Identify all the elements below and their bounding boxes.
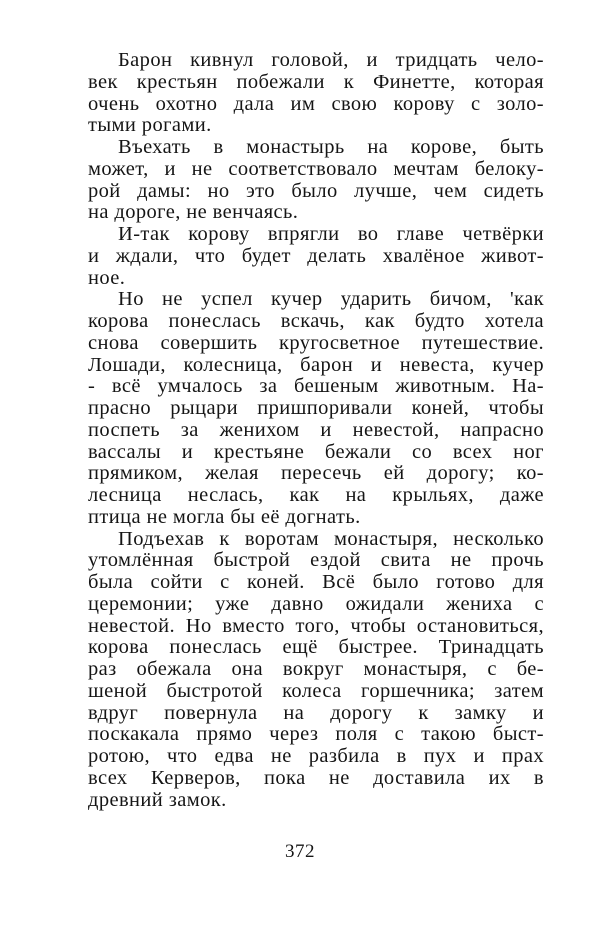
text-line: и ждали, что будет делать хвалёное живот-	[88, 244, 544, 267]
text-line: лесница неслась, как на крыльях, даже	[88, 484, 544, 506]
text-line: прямиком, желая пересечь ей дорогу; ко-	[88, 462, 544, 485]
page-number: 372	[285, 841, 315, 862]
text-line: очень охотно дала им свою корову с золо-	[88, 92, 544, 115]
paragraph	[88, 137, 544, 224]
text-line: на дороге, не венчаясь.	[88, 201, 299, 224]
text-line: Барон кивнул головой, и тридцать чело-	[118, 49, 544, 71]
text-line: корова понеслась ещё быстрее. Тринадцать	[88, 636, 544, 659]
paragraph	[88, 50, 544, 137]
text-line: была сойти с коней. Всё было готово для	[88, 571, 544, 593]
text-line: поскакала прямо через поля с такою быст-	[88, 723, 544, 746]
book-text	[88, 50, 544, 811]
text-line: церемонии; уже давно ожидали жениха с	[88, 592, 544, 615]
text-line: век крестьян побежали к Финетте, которая	[88, 70, 544, 93]
text-line: Подъехав к воротам монастыря, несколько	[118, 527, 544, 550]
text-line: корова понеслась вскачь, как будто хотела	[88, 310, 544, 332]
text-line: шеной быстротой колеса горшечника; затем	[88, 679, 544, 702]
paragraph	[88, 529, 544, 812]
text-line: Лошади, колесница, барон и невеста, кучер	[88, 353, 544, 376]
text-line: снова совершить кругосветное путешествие.	[88, 331, 544, 354]
text-line: Но не успел кучер ударить бичом, 'как	[118, 288, 544, 311]
text-line: поспеть за женихом и невестой, напрасно	[88, 418, 544, 441]
text-line: вдруг повернула на дорогу к замку и	[88, 701, 544, 724]
text-line: древний замок.	[88, 788, 227, 811]
text-line: может, и не соответствовало мечтам белоку-	[88, 157, 544, 180]
text-line: Въехать в монастырь на корове, быть	[118, 136, 544, 158]
paragraph	[88, 289, 544, 528]
text-line: всех Керверов, пока не доставила их в	[88, 766, 544, 789]
text-line: рой дамы: но это было лучше, чем сидеть	[88, 179, 544, 202]
text-line: тыми рогами.	[88, 114, 212, 137]
text-line: раз обежала она вокруг монастыря, с бе-	[88, 658, 544, 680]
text-line: - всё умчалось за бешеным животным. На-	[88, 375, 544, 398]
paragraph	[88, 224, 544, 289]
text-line: И-так корову впрягли во главе четвёрки	[118, 223, 544, 245]
text-line: утомлённая быстрой ездой свита не прочь	[88, 549, 544, 572]
text-line: невестой. Но вместо того, чтобы остановиться,	[88, 614, 544, 637]
text-line: вассалы и крестьяне бежали со всех ног	[88, 440, 544, 463]
text-line: прасно рыцари пришпоривали коней, чтобы	[88, 397, 544, 419]
text-line: ротою, что едва не разбила в пух и прах	[88, 745, 544, 767]
text-line: ное.	[88, 266, 126, 289]
text-line: птица не могла бы её догнать.	[88, 505, 361, 528]
